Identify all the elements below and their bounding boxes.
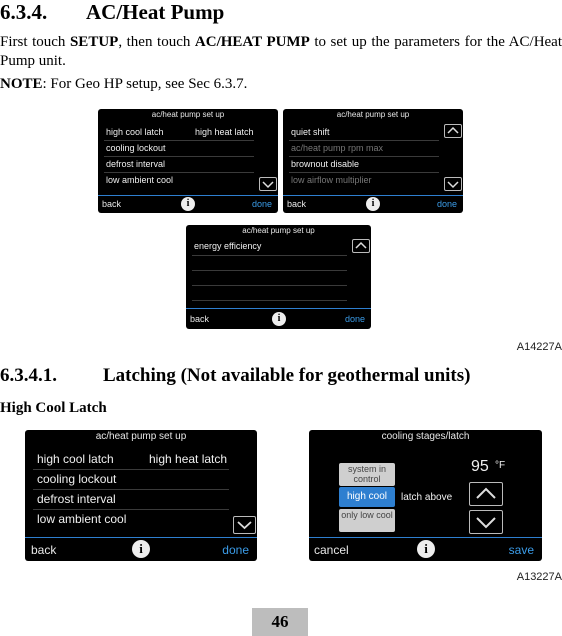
menu-item-high-cool-latch[interactable]: high cool latch: [37, 452, 114, 466]
screen-title: ac/heat pump set up: [151, 110, 225, 119]
menu-item-defrost-interval[interactable]: defrost interval: [37, 492, 116, 506]
setup-screen-1: [98, 109, 278, 213]
menu-item-rpm-max: ac/heat pump rpm max: [291, 143, 384, 153]
screen-title: ac/heat pump set up: [95, 431, 187, 442]
chevron-down-icon: [234, 517, 255, 533]
note: NOTE: For Geo HP setup, see Sec 6.3.7.: [0, 76, 248, 92]
menu-item-cooling-lockout[interactable]: cooling lockout: [106, 143, 166, 153]
subsection-number: 6.3.4.1.: [0, 365, 57, 386]
menu-item-low-ambient-cool[interactable]: low ambient cool: [106, 175, 174, 185]
latch-above-label: latch above: [401, 492, 453, 503]
done-button[interactable]: done: [251, 199, 272, 209]
cancel-button[interactable]: cancel: [314, 543, 349, 557]
screen-title: cooling stages/latch: [381, 431, 470, 442]
chevron-down-icon: [470, 511, 502, 533]
option-high-cool[interactable]: high cool: [339, 487, 395, 507]
chevron-up-icon: [445, 125, 461, 137]
option-only-low-cool[interactable]: only low cool: [339, 509, 395, 532]
intro-paragraph: First touch SETUP, then touch AC/HEAT PUMP to set up the parameters for the AC/Heat Pump unit.: [0, 34, 562, 69]
section-number: 6.3.4.: [0, 0, 48, 24]
subsection-title: Latching (Not available for geothermal units): [103, 365, 471, 386]
chevron-up-icon: [470, 483, 502, 505]
figure-label: A13227A: [516, 571, 562, 583]
screen-title: ac/heat pump set up: [336, 110, 410, 119]
back-button[interactable]: back: [287, 199, 307, 209]
option-system-in-control[interactable]: system in control: [339, 463, 395, 486]
back-button[interactable]: back: [190, 314, 210, 324]
setup-screen-2: [283, 109, 463, 213]
info-icon[interactable]: i: [417, 540, 435, 558]
scroll-down-button[interactable]: [259, 177, 277, 191]
chevron-up-icon: [353, 240, 369, 252]
scroll-up-button[interactable]: [444, 124, 462, 138]
temperature-unit: °F: [495, 460, 506, 471]
menu-item-low-airflow-multiplier: low airflow multiplier: [291, 175, 372, 185]
latch-temperature-value: 95: [471, 458, 489, 475]
done-button[interactable]: done: [344, 314, 365, 324]
subheading: High Cool Latch: [0, 400, 107, 416]
menu-item-brownout-disable[interactable]: brownout disable: [291, 159, 360, 169]
info-icon[interactable]: i: [132, 540, 150, 558]
menu-item-high-heat-latch[interactable]: high heat latch: [195, 127, 254, 137]
temperature-up-button[interactable]: [469, 482, 503, 506]
temperature-down-button[interactable]: [469, 510, 503, 534]
menu-item-low-ambient-cool[interactable]: low ambient cool: [37, 512, 127, 526]
setup-screen-3: [186, 225, 371, 329]
chevron-down-icon: [445, 178, 461, 190]
menu-item-energy-efficiency[interactable]: energy efficiency: [194, 241, 262, 251]
back-button[interactable]: back: [102, 199, 122, 209]
setup-screen-4: [25, 430, 257, 561]
scroll-up-button[interactable]: [352, 239, 370, 253]
scroll-down-button[interactable]: [444, 177, 462, 191]
scroll-down-button[interactable]: [233, 516, 256, 534]
done-button[interactable]: done: [436, 199, 457, 209]
save-button[interactable]: save: [508, 543, 534, 557]
screen-title: ac/heat pump set up: [242, 226, 315, 235]
page-number: 46: [252, 608, 308, 636]
info-icon[interactable]: i: [181, 197, 195, 211]
menu-item-high-cool-latch[interactable]: high cool latch: [106, 127, 164, 137]
cooling-stages-screen: [309, 430, 542, 561]
menu-item-cooling-lockout[interactable]: cooling lockout: [37, 472, 117, 486]
done-button[interactable]: done: [222, 543, 249, 557]
menu-item-defrost-interval[interactable]: defrost interval: [106, 159, 166, 169]
back-button[interactable]: back: [31, 543, 57, 557]
info-icon[interactable]: i: [272, 312, 286, 326]
menu-item-quiet-shift[interactable]: quiet shift: [291, 127, 330, 137]
figure-label: A14227A: [516, 341, 562, 353]
section-title: AC/Heat Pump: [86, 0, 225, 24]
chevron-down-icon: [260, 178, 276, 190]
menu-item-high-heat-latch[interactable]: high heat latch: [149, 452, 228, 466]
info-icon[interactable]: i: [366, 197, 380, 211]
